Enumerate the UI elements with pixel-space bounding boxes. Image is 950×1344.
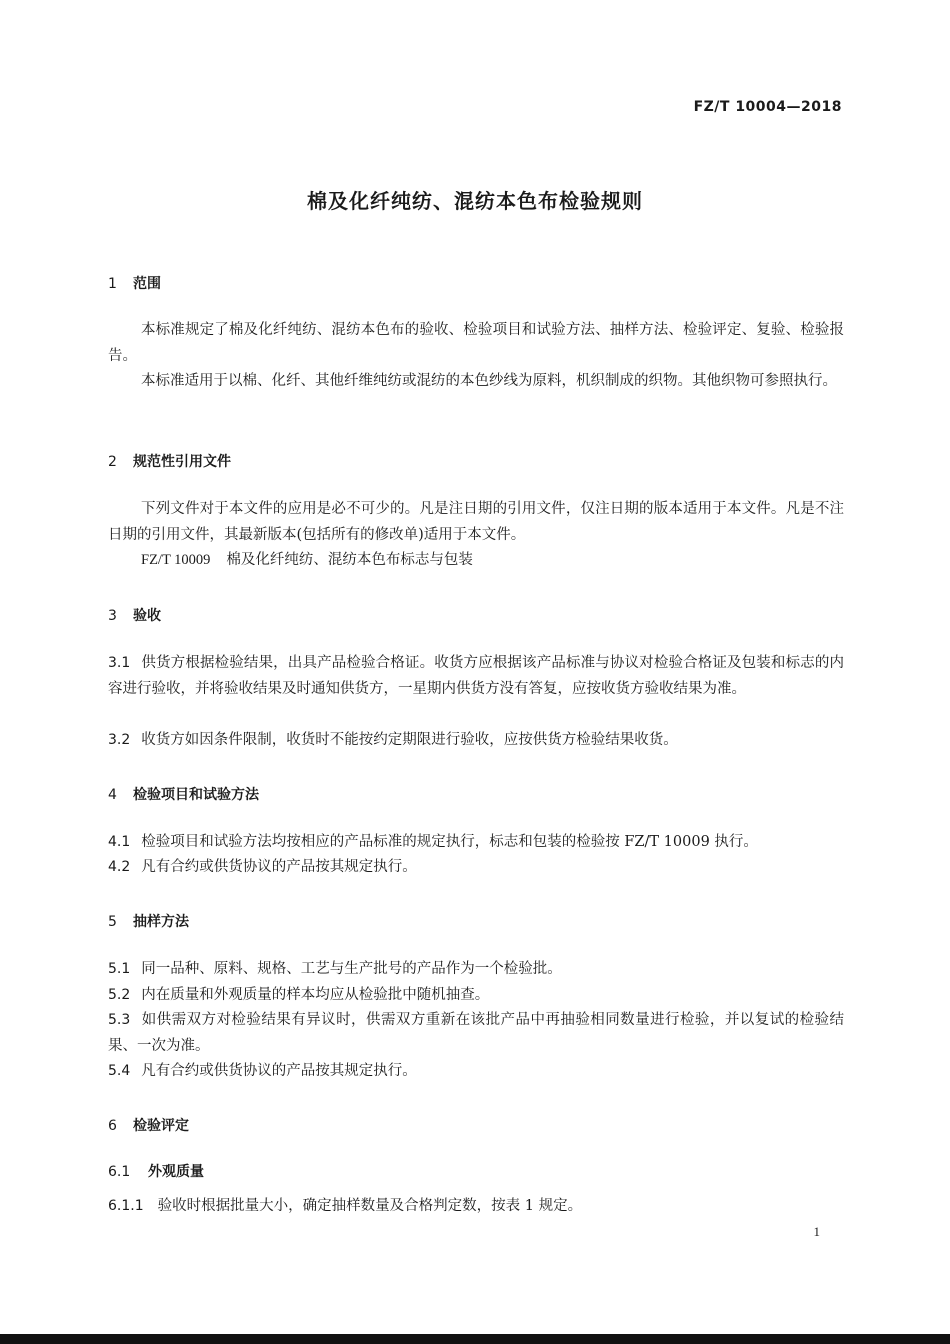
clause-text: 收货方如因条件限制，收货时不能按约定期限进行验收，应按供货方检验结果收货。 — [141, 732, 678, 748]
paragraph: 下列文件对于本文件的应用是必不可少的。凡是注日期的引用文件，仅注日期的版本适用于本文件。凡是不注日期的引用文件，其最新版本(包括所有的修改单)适用于本文件。 — [108, 501, 844, 543]
section-number: 2 — [108, 454, 117, 470]
clause-text: 同一品种、原料、规格、工艺与生产批号的产品作为一个检验批。 — [141, 961, 562, 977]
clause-text: 验收时根据批量大小，确定抽样数量及合格判定数，按表 1 规定。 — [157, 1198, 583, 1214]
section-3-heading — [108, 605, 161, 625]
section-number: 6 — [108, 1118, 117, 1134]
section-title: 范围 — [133, 276, 161, 292]
paragraph: 本标准适用于以棉、化纤、其他纤维纯纺或混纺的本色纱线为原料，机织制成的织物。其他织物可参照执行。 — [141, 373, 837, 389]
clause-number: 3.2 — [108, 732, 131, 748]
section-1-heading — [108, 273, 161, 293]
clause-text: 检验项目和试验方法均按相应的产品标准的规定执行，标志和包装的检验按 FZ/T 10009 执行。 — [141, 834, 758, 850]
clause-text: 凡有合约或供货协议的产品按其规定执行。 — [141, 1063, 417, 1079]
section-title: 抽样方法 — [133, 914, 189, 930]
clause-number: 4.1 — [108, 834, 131, 850]
clause-number: 6.1.1 — [108, 1198, 144, 1214]
subsection-6-1-heading — [108, 1161, 204, 1181]
clause-number: 5.3 — [108, 1012, 131, 1028]
clause-number: 5.4 — [108, 1063, 131, 1079]
normative-reference — [141, 548, 473, 574]
clause-number: 5.1 — [108, 961, 131, 977]
clause — [108, 651, 844, 702]
reference-code: FZ/T 10009 — [141, 552, 211, 568]
clause — [108, 957, 844, 983]
clause-number: 4.2 — [108, 859, 131, 875]
section-title: 检验项目和试验方法 — [133, 787, 259, 803]
section-number: 1 — [108, 276, 117, 292]
clause-text: 如供需双方对检验结果有异议时，供需双方重新在该批产品中再抽验相同数量进行检验，并以复试的检验结果、一次为准。 — [108, 1012, 844, 1054]
section-title: 检验评定 — [133, 1118, 189, 1134]
section-2-heading — [108, 451, 231, 471]
subsection-number: 6.1 — [108, 1164, 131, 1180]
clause — [108, 830, 844, 856]
clause-text: 内在质量和外观质量的样本均应从检验批中随机抽查。 — [141, 987, 490, 1003]
section-title: 规范性引用文件 — [133, 454, 231, 470]
clause — [108, 983, 844, 1009]
document-title: 棉及化纤纯纺、混纺本色布检验规则 — [307, 189, 643, 213]
clause-text: 凡有合约或供货协议的产品按其规定执行。 — [141, 859, 417, 875]
clause — [108, 855, 844, 881]
page-number: 1 — [813, 1224, 820, 1239]
clause-number: 3.1 — [108, 655, 131, 671]
section-number: 5 — [108, 914, 117, 930]
section-6-heading — [108, 1115, 189, 1135]
bottom-edge-bar — [0, 1334, 950, 1344]
section-number: 4 — [108, 787, 117, 803]
section-5-heading — [108, 911, 189, 931]
reference-title: 棉及化纤纯纺、混纺本色布标志与包装 — [226, 552, 473, 568]
section-number: 3 — [108, 608, 117, 624]
clause — [108, 1008, 844, 1059]
clause — [108, 1059, 844, 1085]
standard-code: FZ/T 10004—2018 — [693, 99, 842, 115]
clause — [108, 728, 844, 754]
clause-text: 供货方根据检验结果，出具产品检验合格证。收货方应根据该产品标准与协议对检验合格证及包装和标志的内容进行验收，并将验收结果及时通知供货方，一星期内供货方没有答复，应按收货方验收结果为准。 — [108, 655, 844, 697]
subsection-title: 外观质量 — [148, 1164, 204, 1180]
clause — [108, 1194, 844, 1220]
section-4-heading — [108, 784, 259, 804]
paragraph: 本标准规定了棉及化纤纯纺、混纺本色布的验收、检验项目和试验方法、抽样方法、检验评定、复验、检验报告。 — [108, 322, 844, 364]
section-title: 验收 — [133, 608, 161, 624]
clause-number: 5.2 — [108, 987, 131, 1003]
